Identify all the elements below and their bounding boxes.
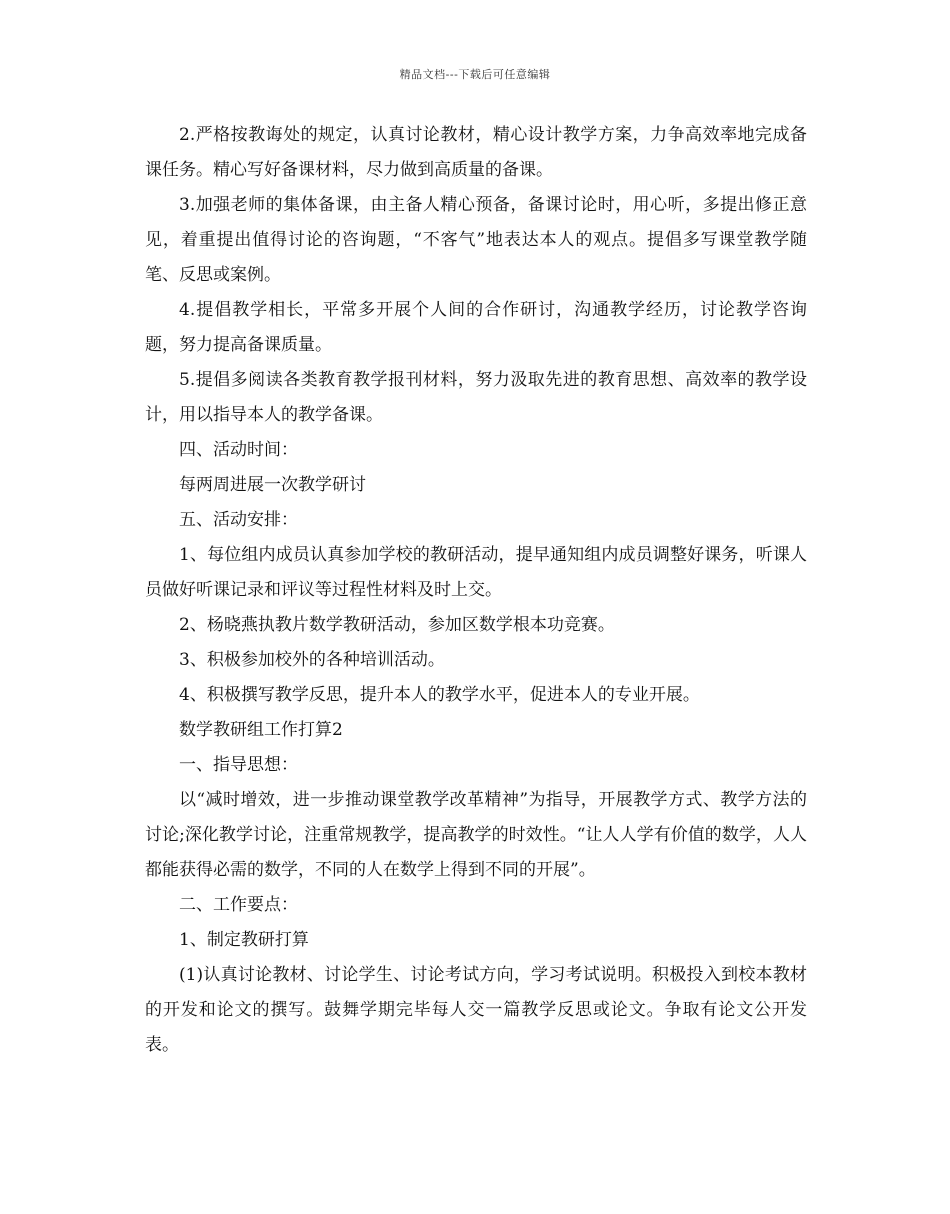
paragraph-arrangement-2: 2、杨晓燕执教片数学教研活动，参加区数学根本功竞赛。 bbox=[179, 615, 615, 635]
document-body bbox=[145, 118, 807, 1063]
paragraph-arrangement-1: 1、每位组内成员认真参加学校的教研活动，提早通知组内成员调整好课务，听课人员做好听课记录和评议等过程性材料及时上交。 bbox=[145, 545, 807, 600]
section-heading-activity-arrangement: 五、活动安排： bbox=[179, 510, 298, 530]
paragraph-research-plan-1: (1)认真讨论教材、讨论学生、讨论考试方向，学习考试说明。积极投入到校本教材的开发和论文的撰写。鼓舞学期完毕每人交一篇教学反思或论文。争取有论文公开发表。 bbox=[145, 965, 807, 1055]
paragraph-item-2: 2.严格按教诲处的规定，认真讨论教材，精心设计教学方案，力争高效率地完成备课任务。精心写好备课材料，尽力做到高质量的备课。 bbox=[145, 125, 807, 180]
paragraph-item-5: 5.提倡多阅读各类教育教学报刊材料，努力汲取先进的教育思想、高效率的教学设计，用以指导本人的教学备课。 bbox=[145, 370, 807, 425]
section-heading-work-points: 二、工作要点： bbox=[179, 895, 298, 915]
paragraph-guiding-thought: 以“减时增效，进一步推动课堂教学改革精神”为指导，开展教学方式、教学方法的讨论;深化教学讨论，注重常规教学，提高教学的时效性。“让人人学有价值的数学，人人都能获得必需的数学，不同的人在数学上得到不同的开展”。 bbox=[145, 790, 807, 880]
subheading-research-plan: 1、制定教研打算 bbox=[179, 930, 309, 950]
paragraph-item-3: 3.加强老师的集体备课，由主备人精心预备，备课讨论时，用心听，多提出修正意见，着重提出值得讨论的咨询题，“不客气”地表达本人的观点。提倡多写课堂教学随笔、反思或案例。 bbox=[145, 195, 807, 285]
paragraph-arrangement-4: 4、积极撰写教学反思，提升本人的教学水平，促进本人的专业开展。 bbox=[179, 685, 700, 705]
paragraph-arrangement-3: 3、积极参加校外的各种培训活动。 bbox=[179, 650, 445, 670]
section-heading-guiding-thought: 一、指导思想： bbox=[179, 755, 298, 775]
page-header: 精品文档---下载后可任意编辑 bbox=[399, 68, 551, 81]
paragraph-activity-time: 每两周进展一次教学研讨 bbox=[179, 475, 366, 495]
section-heading-activity-time: 四、活动时间： bbox=[179, 440, 298, 460]
document-section-title: 数学教研组工作打算2 bbox=[179, 720, 343, 740]
paragraph-item-4: 4.提倡教学相长，平常多开展个人间的合作研讨，沟通教学经历，讨论教学咨询题，努力提高备课质量。 bbox=[145, 300, 807, 355]
